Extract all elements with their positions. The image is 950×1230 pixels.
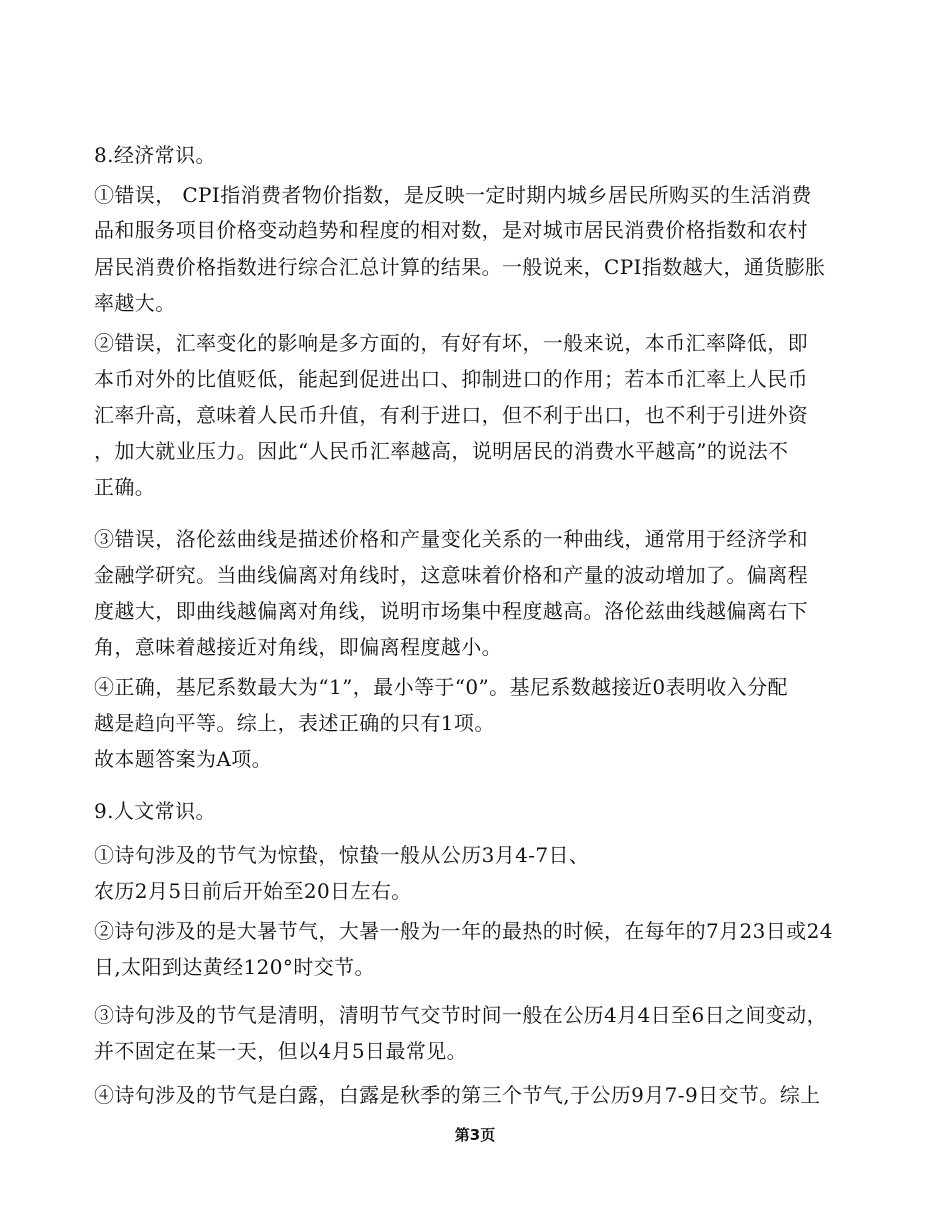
text-line: ②错误，汇率变化的影响是多方面的，有好有坏，一般来说，本币汇率降低，即 (94, 331, 808, 355)
text-line: 汇率升高，意味着人民币升值，有利于进口，但不利于出口，也不利于引进外资 (94, 403, 808, 427)
text-line: 越是趋向平等。综上，表述正确的只有1项。 (94, 711, 495, 735)
section-8-heading: 8.经济常识。 (94, 143, 216, 167)
text-line: ③错误，洛伦兹曲线是描述价格和产量变化关系的一种曲线，通常用于经济学和 (94, 527, 808, 551)
text-line: 并不固定在某一天，但以4月5日最常见。 (94, 1039, 468, 1063)
section-9-heading: 9.人文常识。 (94, 799, 216, 823)
text-line: 角，意味着越接近对角线，即偏离程度越小。 (94, 635, 502, 659)
text-line: ①诗句涉及的节气为惊蛰，惊蛰一般从公历3月4-7日、 (94, 843, 590, 867)
text-line: ④正确，基尼系数最大为“1”，最小等于“0”。基尼系数越接近0表明收入分配 (94, 675, 788, 699)
text-line: 金融学研究。当曲线偏离对角线时，这意味着价格和产量的波动增加了。偏离程 (94, 563, 808, 587)
text-line: 度越大，即曲线越偏离对角线，说明市场集中程度越高。洛伦兹曲线越偏离右下 (94, 599, 808, 623)
text-line: 故本题答案为A项。 (94, 747, 273, 771)
text-line: ，加大就业压力。因此“人民币汇率越高，说明居民的消费水平越高”的说法不 (94, 439, 789, 463)
text-line: 率越大。 (94, 291, 176, 315)
text-line: 正确。 (94, 475, 156, 499)
text-line: 品和服务项目价格变动趋势和程度的相对数，是对城市居民消费价格指数和农村 (94, 218, 808, 242)
text-line: ②诗句涉及的是大暑节气，大暑一般为一年的最热的时候，在每年的7月23日或24 (94, 919, 833, 943)
text-line: ④诗句涉及的节气是白露，白露是秋季的第三个节气,于公历9月7-9日交节。综上 (94, 1083, 821, 1107)
text-line: 农历2月5日前后开始至20日左右。 (94, 879, 412, 903)
text-line: ①错误， CPI指消费者物价指数，是反映一定时期内城乡居民所购买的生活消费 (94, 183, 812, 207)
page-number: 第3页 (454, 1126, 496, 1144)
text-line: 居民消费价格指数进行综合汇总计算的结果。一般说来，CPI指数越大，通货膨胀 (94, 255, 826, 279)
text-line: 日,太阳到达黄经120°时交节。 (94, 955, 375, 979)
text-line: ③诗句涉及的节气是清明，清明节气交节时间一般在公历4月4日至6日之间变动， (94, 1003, 827, 1027)
text-line: 本币对外的比值贬低，能起到促进出口、抑制进口的作用；若本币汇率上人民币 (94, 367, 808, 391)
